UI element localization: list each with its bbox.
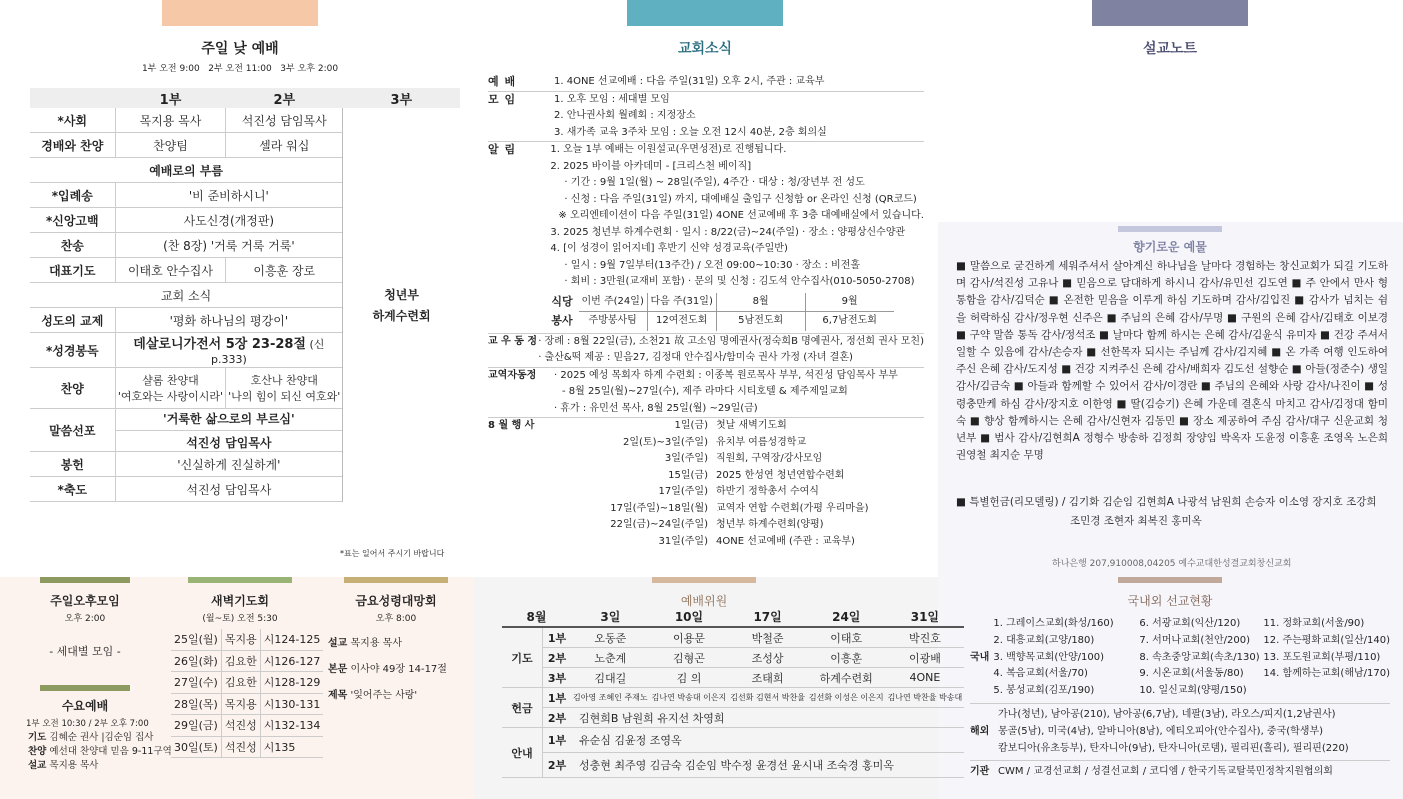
scripture-page: (신 p.333) — [210, 338, 325, 366]
duty-cell: 김선화 이성은 이은지 — [807, 688, 886, 708]
evening-header-bar — [40, 577, 130, 583]
row-full: 사도신경(개정판) — [115, 208, 343, 233]
dawn-date: 30일(토) — [171, 736, 221, 758]
standing-note: *표는 일어서 주시기 바랍니다 — [340, 549, 445, 558]
duty-sub: 3부 — [543, 668, 572, 688]
duty-title: 예배위원 — [680, 594, 728, 608]
duty-cell: 성충현 최주영 김금숙 김순임 박수정 윤경선 윤시내 조숙경 홍미옥 — [571, 753, 964, 778]
row-label: 찬양 — [30, 368, 115, 409]
evening-title: 주일오후모임 — [50, 594, 120, 608]
row-label: 봉헌 — [30, 452, 115, 477]
meal-table — [550, 293, 893, 331]
mission-abroad — [970, 704, 1390, 761]
dawn-date: 28일(목) — [171, 693, 221, 715]
mission-item: 3. 백향목교회(안양/100) — [993, 651, 1104, 663]
row-cell: 셀라 워십 — [226, 133, 343, 158]
wed-val: 예선대 찬양대 믿음 9-11구역 — [49, 746, 172, 757]
evening-time: 오후 2:00 — [64, 614, 106, 624]
row-cell: 목지용 목사 — [115, 108, 226, 133]
duty-cell: 이광배 — [886, 648, 965, 668]
wednesday-title: 수요예배 — [61, 699, 109, 713]
mission-item: 몽골(5남), 미국(4남), 알바니아(8남), 에티오피아(안수집사), 중국(학생부) — [998, 725, 1324, 737]
event-name: 교역자 연합 수련회(가평 우리마을) — [716, 502, 869, 514]
news-label: 교역자동정 — [488, 369, 537, 381]
dawn-header-bar — [188, 577, 292, 583]
row-cell: 이흥훈 장로 — [226, 258, 343, 283]
duty-cell: 김나연 박송대 이은지 — [650, 688, 729, 708]
dawn-date: 25일(월) — [171, 629, 221, 650]
meal-head: 이번 주(24일) — [579, 293, 648, 312]
friday-key: 본문 — [328, 664, 348, 675]
friday-details — [328, 631, 447, 709]
wed-key: 찬양 — [28, 746, 47, 757]
duty-head: 17일 — [728, 607, 807, 627]
event-date: 31일(주일) — [658, 535, 708, 547]
news-line: 2. 안나권사회 월례회 : 지정장소 — [554, 110, 696, 121]
event-name: 4ONE 선교예배 (주관 : 교육부) — [716, 535, 855, 547]
event-date: 17일(주일) — [658, 486, 708, 497]
duty-cell: 유순심 김윤정 조영옥 — [571, 728, 964, 753]
special-offering-2: 조민경 조현자 최복진 홍미옥 — [1070, 515, 1202, 527]
duty-head: 8월 — [502, 607, 571, 627]
news-line: · 휴가 : 유민선 목사, 8월 25일(월) ~29일(금) — [554, 402, 758, 414]
incense-header-bar — [1118, 226, 1222, 232]
news-line: 1. 4ONE 선교예배 : 다음 주일(31일) 오후 2시, 주관 : 교육부 — [554, 76, 825, 87]
news-title: 교회소식 — [677, 41, 733, 57]
dawn-leader: 목지용 — [221, 629, 260, 650]
duty-cell: 김대길 — [571, 668, 650, 688]
event-date: 3일(주일) — [664, 453, 708, 464]
friday-val: '잊어주는 사랑' — [350, 690, 418, 701]
meal-cell: 5남전도회 — [716, 312, 805, 331]
row-full: (찬 8장) '거룩 거룩 거룩' — [115, 233, 343, 258]
row-label: 찬송 — [30, 233, 115, 258]
wed-key: 설교 — [28, 760, 47, 771]
news-worship — [488, 74, 924, 92]
duty-cell: 김선화 김현서 박찬율 — [728, 688, 807, 708]
dawn-date: 26일(화) — [171, 650, 221, 672]
duty-cell: 조성상 — [728, 648, 807, 668]
duty-cell: 김형곤 — [650, 648, 729, 668]
meal-cell: 6,7남전도회 — [805, 312, 894, 331]
mission-item: 14. 함께하는교회(해남/170) — [1263, 668, 1390, 680]
duty-header-bar — [652, 577, 756, 583]
worship-col-3: 3부 — [343, 88, 460, 108]
worship-table — [30, 88, 460, 502]
row-label: *입례송 — [30, 183, 115, 208]
dawn-leader: 석진성 — [221, 715, 260, 737]
duty-head: 24일 — [807, 607, 886, 627]
mission-item: 2. 대흥교회(고양/180) — [993, 634, 1095, 646]
dawn-text: 시124-125 — [260, 629, 323, 650]
news-line: 4. [이 성경이 읽어지네] 후반기 신약 성경교육(주일반) — [550, 243, 788, 254]
news-condolence — [488, 334, 924, 368]
news-line: · 장례 : 8월 22일(금), 소천21 故 고소임 명예권사(정숙희B 명예권사, 정선희 권사 모친) — [538, 335, 924, 347]
row-label: 성도의 교제 — [30, 308, 115, 333]
scripture-text: 데살로니가전서 5장 23-28절 — [133, 337, 306, 352]
news-line: · 출산&떡 제공 : 믿음27, 김정대 안수집사/함미숙 권사 가정 (자녀 결혼) — [538, 352, 853, 363]
wednesday-details — [28, 731, 172, 773]
event-date: 17일(주일)~18일(월) — [610, 502, 708, 514]
duty-head: 31일 — [886, 607, 965, 627]
duty-cell: 이용문 — [650, 627, 729, 648]
mission-item: 4. 복음교회(서울/70) — [993, 668, 1088, 680]
duty-table — [502, 607, 964, 778]
meal-cell: 12여전도회 — [647, 312, 716, 331]
row-full: 석진성 담임목사 — [115, 477, 343, 502]
duty-head: 3일 — [571, 607, 650, 627]
sermon-title: 설교노트 — [1142, 41, 1198, 57]
duty-sub: 1부 — [543, 688, 572, 708]
bank-account: 하나은행 207,910008,04205 예수교대한성결교회창신교회 — [1052, 559, 1292, 569]
duty-cell: 김 의 — [650, 668, 729, 688]
meal-cell: 주방봉사팀 — [588, 315, 637, 326]
dawn-leader: 석진성 — [221, 736, 260, 758]
news-line: ※ 오리엔테이션이 다음 주일(31일) 4ONE 선교예배 후 3층 대예배실에서 있습니다. — [558, 210, 924, 221]
mission-item: 8. 속초중앙교회(속초/130) — [1139, 651, 1260, 663]
row-label: 말씀선포 — [30, 409, 115, 452]
choir-name: 샬롬 찬양대 — [142, 374, 199, 387]
dawn-text: 시132-134 — [260, 715, 323, 737]
duty-key: 기도 — [502, 627, 543, 688]
news-line: · 기간 : 9월 1일(월) ~ 28일(주일), 4주간 · 대상 : 청/장년부 전 성도 — [564, 177, 865, 188]
mission-key: 국내 — [970, 651, 990, 663]
mission-item: 7. 서머나교회(천안/200) — [1139, 634, 1250, 646]
worship-times: 1부 오전 9:00 2부 오전 11:00 3부 오후 2:00 — [141, 64, 339, 74]
wed-val: 목지용 목사 — [49, 760, 99, 771]
news-line: 2. 2025 바이블 아카데미 - [크리스천 베이직] — [550, 160, 752, 172]
mission-item: 9. 시온교회(서울동/80) — [1139, 668, 1244, 680]
news-notice — [488, 142, 924, 334]
row-cell: 이태호 안수집사 — [115, 258, 226, 283]
duty-sub: 2부 — [543, 648, 572, 668]
meal-head: 다음 주(31일) — [647, 293, 716, 312]
row-cell: 석진성 담임목사 — [226, 108, 343, 133]
duty-cell: 박철준 — [728, 627, 807, 648]
mission-item: 가나(청년), 남아공(210), 남아공(6,7남), 네팔(3남), 라오스/피지(1,2남권사) — [998, 708, 1336, 720]
row-label: *신앙고백 — [30, 208, 115, 233]
duty-sub: 2부 — [543, 753, 572, 778]
news-line: 1. 오후 모임 : 세대별 모임 — [554, 93, 670, 105]
row-label: *성경봉독 — [30, 333, 115, 368]
dawn-date: 27일(수) — [171, 672, 221, 694]
dawn-title: 새벽기도회 — [211, 594, 269, 608]
mission-item: 12. 주는평화교회(일산/140) — [1263, 634, 1390, 646]
dawn-text: 시126-127 — [260, 650, 323, 672]
dawn-table — [171, 629, 323, 758]
duty-cell: 4ONE — [886, 668, 965, 688]
news-label: 모 임 — [488, 92, 517, 106]
row-full: 교회 소식 — [30, 283, 343, 308]
evening-body: - 세대별 모임 - — [49, 645, 121, 658]
dawn-text: 시135 — [260, 736, 323, 758]
news-line: · 신청 : 다음 주일(31일) 까지, 대예배실 출입구 신청함 or 온라인 신청 (QR코드) — [564, 193, 917, 205]
sermon-title: '거룩한 삶으로의 부르심' — [116, 410, 343, 431]
worship-col-2: 2부 — [226, 88, 343, 108]
news-line: 3. 새가족 교육 3주차 모임 : 오늘 오전 12시 40분, 2층 회의실 — [554, 126, 827, 138]
wed-val: 김혜순 권사 |김순임 집사 — [49, 732, 154, 743]
friday-val: 목지용 목사 — [350, 638, 402, 649]
meal-label: 식당 — [551, 294, 573, 308]
duty-cell: 노춘계 — [571, 648, 650, 668]
news-line: - 8월 25일(월)~27일(수), 제주 라마다 시티호텔 & 제주제일교회 — [562, 386, 848, 397]
mission-header-bar — [1118, 577, 1222, 583]
news-label: 알 림 — [488, 143, 517, 156]
news-line: · 일시 : 9월 7일부터(13주간) / 오전 09:00~10:30 · 장소 : 비전홀 — [564, 259, 861, 271]
dawn-date: 29일(금) — [171, 715, 221, 737]
dawn-text: 시130-131 — [260, 693, 323, 715]
event-date: 2일(토)~3일(주일) — [622, 436, 708, 448]
mission-domestic — [970, 613, 1390, 704]
worship-title: 주일 낮 예배 — [201, 41, 279, 57]
dawn-leader: 김요한 — [221, 672, 260, 694]
news-label: 교 우 동 정 — [488, 335, 538, 347]
mission-org — [970, 761, 1390, 784]
sermon-header-bar — [1092, 0, 1248, 26]
duty-head: 10일 — [650, 607, 729, 627]
mission-item: 5. 봉성교회(김포/190) — [993, 685, 1095, 697]
mission-section — [970, 613, 1390, 784]
duty-cell: 박진호 — [886, 627, 965, 648]
friday-key: 제목 — [328, 690, 348, 701]
dawn-leader: 김요한 — [221, 650, 260, 672]
mission-item: 1. 그레이스교회(화성/160) — [993, 618, 1114, 629]
mission-item: 11. 정화교회(서울/90) — [1263, 618, 1365, 629]
duty-cell: 이흥훈 — [807, 648, 886, 668]
incense-text: ■ 말씀으로 굳건하게 세워주셔서 살아계신 하나님을 날마다 경험하는 창신교회가 되길 기도하며 감사/석진성 고유나 ■ 믿음으로 담대하게 하시니 감사/유민선 김도연 ■ 주 안에서 만사 형통함을 감사/김덕순 ■ 온전한 믿음을 이루게 하심 기도하며 감사/김입진 ■ 감사가 넘치는 쉼을 허락하심 감사/정우현 신주은 ■ 주님의 은혜 감사/무명 ■ 구원의 은혜 감사/김태호 이보경 ■ 구약 말씀 통독 감사/정석조 ■ 날마다 함께 하시는 은혜 감사/김윤식 유미자 ■ 건강 주셔서 일할 수 있음에 감사/손승자 ■ 선한목자 되시는 주님께 감사/김지혜 ■ 온 가족 여행 인도하여 주신 은혜 감사/도지성 ■ 건강 지켜주신 은혜 감사/배희자 김도선 설향순 ■ 아들(정준수) 생일 감사/김금숙 ■ 아들과 함께할 수 있어서 감사/이경란 ■ 주님의 은혜와 사랑 감사/나진이 ■ 성령충만케 하심 감사/장지호 이한영 ■ 딸(김승기) 은혜 가운데 결혼식 마치고 감사/김정대 함미숙 ■ 향상 함께하시는 은혜 감사/신현자 김동민 ■ 장소 제공하여 주심 감사/대구 신운교회 청년부 ■ 범사 감사/김현희A 정형수 방송하 김정희 장양임 박옥자 도윤정 이흥훈 조영옥 노은희 권영철 최지순 무명 — [956, 260, 1388, 462]
wed-key: 기도 — [28, 732, 47, 743]
dawn-time: (월~토) 오전 5:30 — [202, 614, 278, 624]
worship-corner — [30, 88, 115, 108]
duty-cell: 김현희B 남원희 유지선 차영희 — [571, 708, 964, 728]
news-events — [488, 418, 924, 550]
dawn-leader: 목지용 — [221, 693, 260, 715]
news-line: 3. 2025 청년부 하계수련회 · 일시 : 8/22(금)~24(주일) · 장소 : 양평상신수양관 — [550, 226, 906, 238]
event-name: 직원회, 구역장/강사모임 — [716, 453, 823, 464]
choir-song: '여호와는 사랑이시라' — [117, 390, 224, 403]
row-full: '신실하게 진실하게' — [115, 452, 343, 477]
event-date: 15일(금) — [668, 469, 708, 481]
third-service-cell — [343, 108, 460, 502]
mission-item: 캄보디아(유초등부), 탄자니아(9남), 탄자니아(로뎀), 필리핀(홀리), 필리핀(220) — [998, 742, 1349, 754]
friday-key: 설교 — [328, 638, 348, 649]
friday-header-bar — [344, 577, 448, 583]
special-offering: ■ 특별헌금(리모델링) / 김기화 김순임 김현희A 나광석 남원희 손승자 이소영 장지호 조강희 — [956, 496, 1377, 508]
event-name: 청년부 하계수련회(양평) — [716, 519, 824, 530]
duty-cell: 김나연 박찬율 박송대 — [886, 688, 965, 708]
news-line: 1. 오늘 1부 예배는 이원설교(우면성전)로 진행됩니다. — [550, 144, 787, 155]
news-staff — [488, 368, 924, 419]
duty-cell: 오동준 — [571, 627, 650, 648]
row-label: *사회 — [30, 108, 115, 133]
duty-cell: 하계수련회 — [807, 668, 886, 688]
row-cell — [115, 368, 226, 409]
worship-header-bar — [162, 0, 318, 26]
row-label: 경배와 찬양 — [30, 133, 115, 158]
friday-val: 이사야 49장 14-17절 — [350, 664, 447, 675]
mission-item: 13. 포도원교회(부평/110) — [1263, 651, 1381, 663]
friday-title: 금요성령대망회 — [355, 594, 437, 608]
choir-name: 호산나 찬양대 — [250, 374, 318, 387]
news-line: · 회비 : 3만원(교재비 포함) · 문의 및 신청 : 김도석 안수집사(010-5050-2708) — [564, 276, 915, 287]
dawn-text: 시128-129 — [260, 672, 323, 694]
mission-item: 10. 일신교회(양평/150) — [1139, 685, 1247, 697]
news-section — [488, 74, 924, 550]
event-date: 1일(금) — [674, 420, 708, 431]
mission-key: 해외 — [970, 725, 990, 737]
third-service-text-b: 하계수련회 — [372, 308, 431, 323]
news-line: · 2025 예성 목회자 하계 수련회 : 이종복 원로목사 부부, 석진성 담임목사 부부 — [554, 369, 898, 381]
row-label: 대표기도 — [30, 258, 115, 283]
row-full — [115, 409, 343, 452]
preacher: 석진성 담임목사 — [186, 435, 272, 450]
news-label: 8 월 행 사 — [488, 420, 535, 431]
event-name: 유치부 여름성경학교 — [716, 436, 807, 448]
row-full: '평화 하나님의 평강이' — [115, 308, 343, 333]
mission-item: 6. 서광교회(익산/120) — [1139, 618, 1241, 629]
third-service-text: 청년부 — [384, 287, 419, 302]
serve-label: 봉사 — [551, 313, 573, 327]
event-name: 2025 한성연 청년연합수련회 — [716, 469, 845, 481]
event-name: 첫날 새벽기도회 — [716, 420, 787, 431]
row-full — [115, 333, 343, 368]
wednesday-time: 1부 오전 10:30 / 2부 오후 7:00 — [26, 719, 149, 729]
meal-head: 9월 — [805, 293, 894, 312]
wednesday-header-bar — [40, 685, 130, 691]
meal-head: 8월 — [716, 293, 805, 312]
mission-key: 기관 — [970, 766, 990, 778]
mission-title: 국내외 선교현황 — [1127, 594, 1213, 608]
row-label: *축도 — [30, 477, 115, 502]
news-meeting — [488, 92, 924, 143]
row-full: '비 준비하시니' — [115, 183, 343, 208]
event-date: 22일(금)~24일(주일) — [610, 519, 708, 530]
event-name: 하반기 정학총서 수여식 — [716, 486, 819, 497]
events-table — [554, 418, 873, 550]
duty-cell: 이태호 — [807, 627, 886, 648]
duty-sub: 2부 — [543, 708, 572, 728]
duty-sub: 1부 — [543, 627, 572, 648]
duty-cell: 조태희 — [728, 668, 807, 688]
row-cell — [226, 368, 343, 409]
row-cell: 찬양팀 — [115, 133, 226, 158]
incense-title: 향기로운 예물 — [1133, 240, 1207, 254]
duty-sub: 1부 — [543, 728, 572, 753]
news-header-bar — [627, 0, 783, 26]
friday-time: 오후 8:00 — [375, 614, 417, 624]
duty-key: 헌금 — [502, 688, 543, 728]
duty-cell: 김아영 조혜인 주재노 — [571, 688, 650, 708]
choir-song: '나의 힘이 되신 여호와' — [228, 390, 341, 403]
worship-col-1: 1부 — [115, 88, 226, 108]
news-label: 예 배 — [488, 75, 517, 88]
row-full: 예배로의 부름 — [30, 158, 343, 183]
duty-key: 안내 — [502, 728, 543, 778]
mission-item: CWM / 교경선교회 / 성결선교회 / 코디엠 / 한국기독교탈북민정착지원협의회 — [998, 766, 1333, 778]
